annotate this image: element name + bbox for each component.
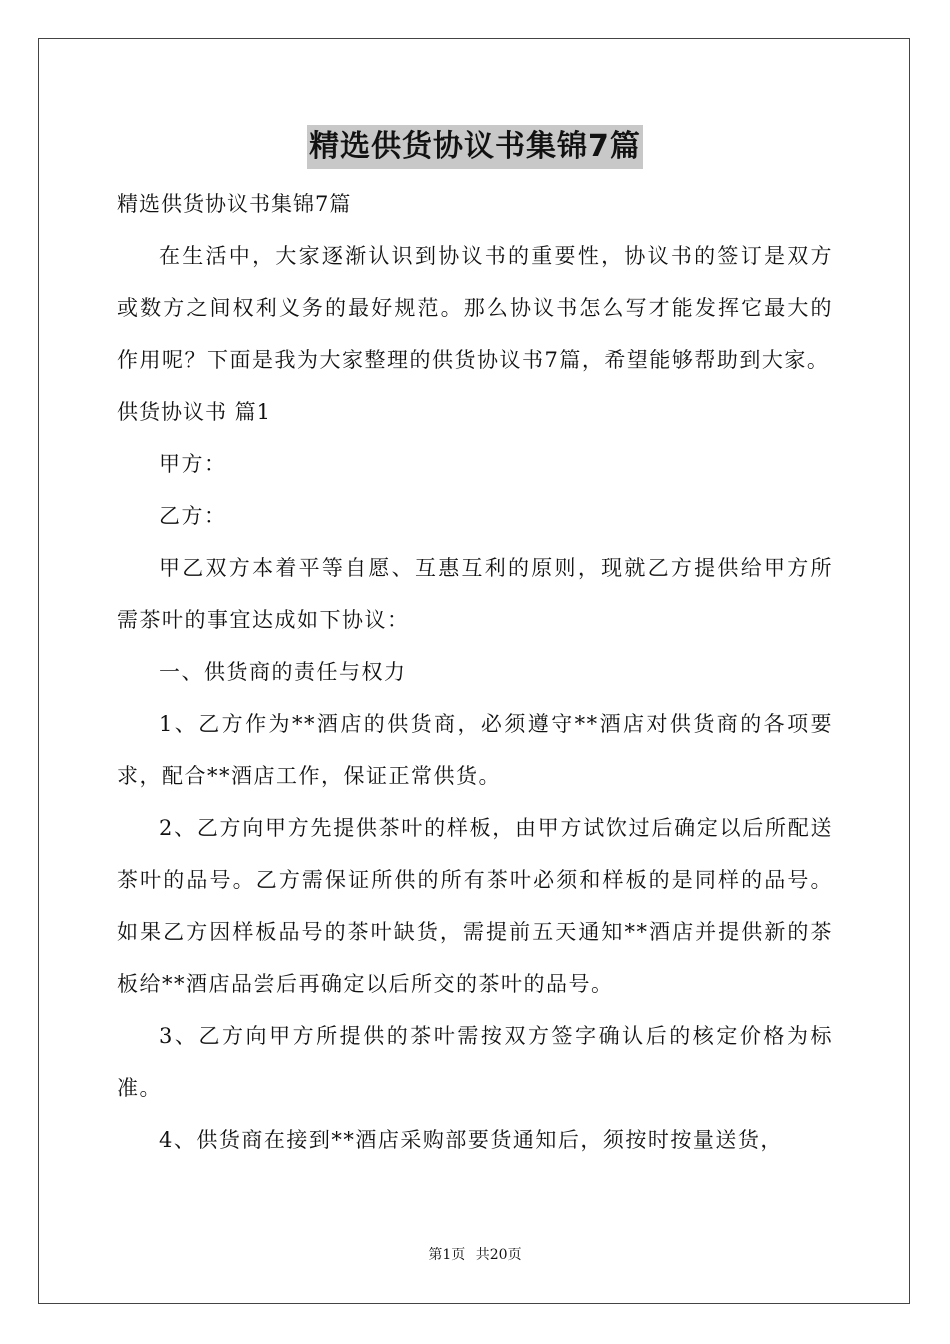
document-title: 精选供货协议书集锦7篇 xyxy=(307,125,643,169)
document-body xyxy=(117,178,833,1166)
party-a-line: 甲方： xyxy=(159,452,227,476)
page-total: 共20页 xyxy=(475,1247,522,1263)
party-b-line: 乙方： xyxy=(159,504,227,528)
title-wrap xyxy=(0,125,950,169)
intro-paragraph: 在生活中，大家逐渐认识到协议书的重要性，协议书的签订是双方或数方之间权利义务的最好规范。那么协议书怎么写才能发挥它最大的作用呢？下面是我为大家整理的供货协议书7篇，希望能够帮助到大家。 xyxy=(117,244,833,372)
clause-item-4: 4、供货商在接到**酒店采购部要货通知后，须按时按量送货， xyxy=(159,1128,783,1152)
section-heading: 供货协议书 篇1 xyxy=(117,400,272,424)
clause-item-1: 1、乙方作为**酒店的供货商，必须遵守**酒店对供货商的各项要求，配合**酒店工作，保证正常供货。 xyxy=(117,712,833,788)
page-number: 第1页 xyxy=(428,1247,466,1263)
agreement-preamble: 甲乙双方本着平等自愿、互惠互利的原则，现就乙方提供给甲方所需茶叶的事宜达成如下协议： xyxy=(117,556,833,632)
clause-heading: 一、供货商的责任与权力 xyxy=(159,660,407,684)
clause-item-3: 3、乙方向甲方所提供的茶叶需按双方签字确认后的核定价格为标准。 xyxy=(117,1024,833,1100)
subtitle-line: 精选供货协议书集锦7篇 xyxy=(117,192,352,216)
clause-item-2: 2、乙方向甲方先提供茶叶的样板，由甲方试饮过后确定以后所配送茶叶的品号。乙方需保证所供的所有茶叶必须和样板的是同样的品号。如果乙方因样板品号的茶叶缺货，需提前五天通知**酒店并提供新的茶板给**酒店品尝后再确定以后所交的茶叶的品号。 xyxy=(117,816,833,996)
page-footer xyxy=(0,1244,950,1264)
